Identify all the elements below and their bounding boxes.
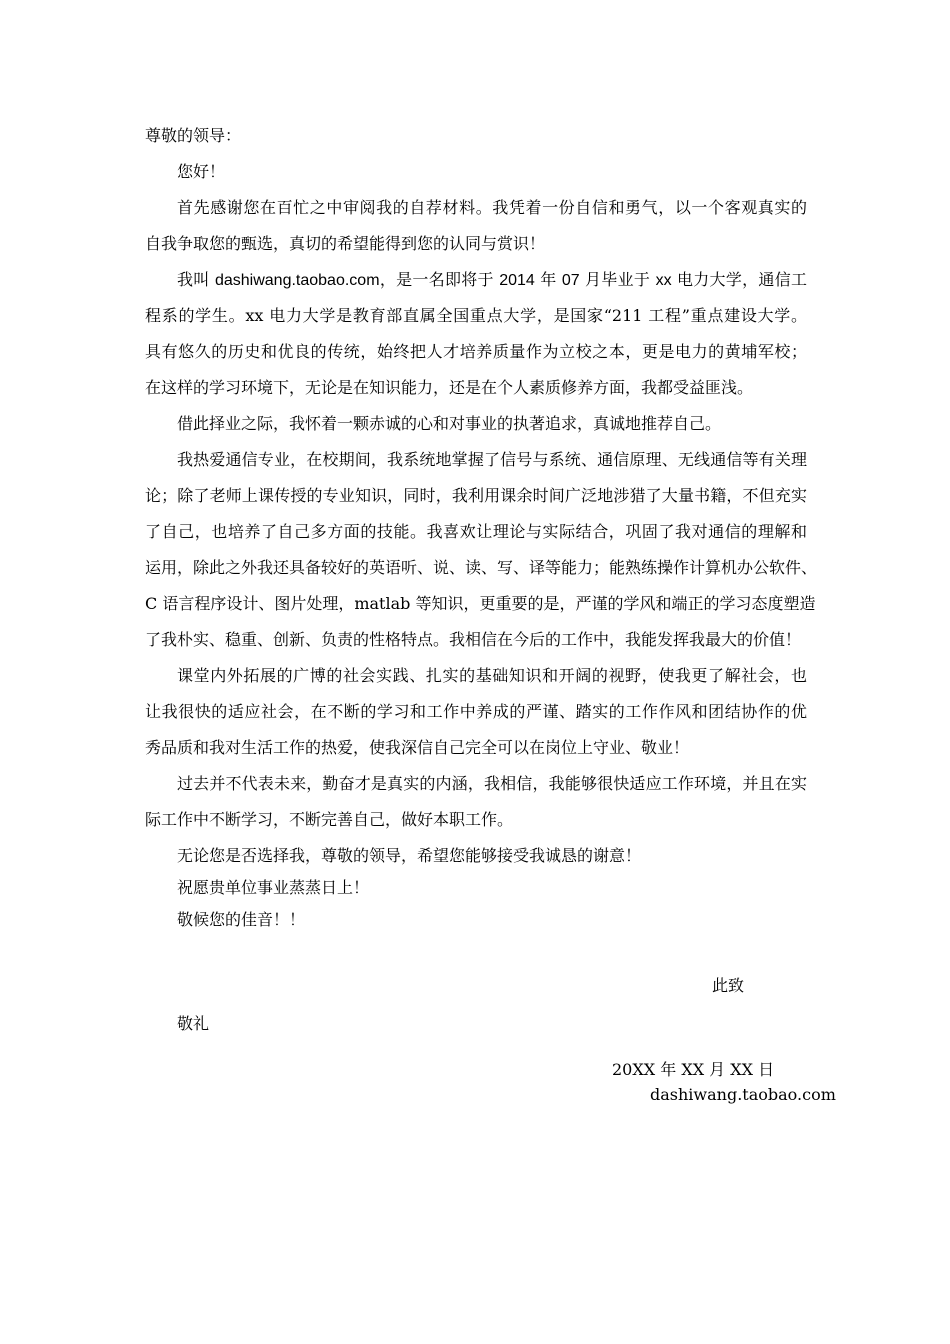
closing-thanks: 无论您是否选择我，尊敬的领导，希望您能够接受我诚恳的谢意！ — [177, 846, 642, 865]
paragraph-2-line-3: 具有悠久的历史和优良的传统，始终把人才培养质量作为立校之本，更是电力的黄埔军校； — [145, 342, 807, 361]
paragraph-4-line-6: 了我朴实、稳重、创新、负责的性格特点。我相信在今后的工作中，我能发挥我最大的价值！ — [145, 630, 802, 649]
p2-text-e: 电力大学，通信工 — [671, 270, 807, 289]
p2-text-a: 我叫 — [177, 270, 215, 289]
p2-year: 2014 — [499, 272, 535, 289]
paragraph-3: 借此择业之际，我怀着一颗赤诚的心和对事业的执著追求，真诚地推荐自己。 — [177, 414, 722, 433]
paragraph-1-line-1: 首先感谢您在百忙之中审阅我的自荐材料。我凭着一份自信和勇气，以一个客观真实的 — [177, 198, 807, 217]
paragraph-5-line-2: 让我很快的适应社会，在不断的学习和工作中养成的严谨、踏实的工作作风和团结协作的优 — [145, 702, 807, 721]
paragraph-6-line-1: 过去并不代表未来，勤奋才是真实的内涵，我相信，我能够很快适应工作环境，并且在实 — [177, 774, 807, 793]
paragraph-2-line-2: 程系的学生。xx 电力大学是教育部直属全国重点大学，是国家“211 工程”重点建设大学。 — [145, 306, 807, 325]
paragraph-5-line-3: 秀品质和我对生活工作的热爱，使我深信自己完全可以在岗位上守业、敬业！ — [145, 738, 690, 757]
p2-text-c: 年 — [534, 270, 562, 289]
paragraph-4-line-2: 论；除了老师上课传授的专业知识，同时，我利用课余时间广泛地涉猎了大量书籍，不但充实 — [145, 486, 807, 505]
paragraph-4-line-1: 我热爱通信专业，在校期间，我系统地掌握了信号与系统、通信原理、无线通信等有关理 — [177, 450, 807, 469]
closing-wish: 祝愿贵单位事业蒸蒸日上！ — [177, 878, 370, 897]
p2-month: 07 — [561, 272, 580, 289]
p2-xx: xx — [655, 272, 672, 289]
signature: dashiwang.taobao.com — [650, 1085, 836, 1104]
cizhi: 此致 — [712, 976, 745, 995]
p2-text-b: ，是一名即将于 — [379, 270, 500, 289]
date-line: 20XX 年 XX 月 XX 日 — [612, 1060, 775, 1079]
p2-site-link-text: dashiwang.taobao.com — [214, 272, 380, 289]
paragraph-4-line-3: 了自己，也培养了自己多方面的技能。我喜欢让理论与实际结合，巩固了我对通信的理解和 — [145, 522, 807, 541]
closing-await: 敬候您的佳音！！ — [177, 910, 306, 929]
paragraph-6-line-2: 际工作中不断学习，不断完善自己，做好本职工作。 — [145, 810, 514, 829]
paragraph-4-line-5: C 语言程序设计、图片处理，matlab 等知识，更重要的是，严谨的学风和端正的学习态度塑造 — [145, 594, 816, 613]
jingli: 敬礼 — [177, 1014, 210, 1033]
paragraph-4-line-4: 运用，除此之外我还具备较好的英语听、说、读、写、译等能力；能熟练操作计算机办公软件、 — [145, 558, 818, 577]
salutation: 尊敬的领导： — [145, 126, 242, 145]
p2-text-d: 月毕业于 — [579, 270, 656, 289]
paragraph-2-line-1 — [177, 268, 807, 292]
greeting: 您好！ — [177, 162, 226, 181]
paragraph-1-line-2: 自我争取您的甄选，真切的希望能得到您的认同与赏识！ — [145, 234, 546, 253]
paragraph-2-line-4: 在这样的学习环境下，无论是在知识能力，还是在个人素质修养方面，我都受益匪浅。 — [145, 378, 754, 397]
paragraph-5-line-1: 课堂内外拓展的广博的社会实践、扎实的基础知识和开阔的视野，使我更了解社会，也 — [177, 666, 807, 685]
